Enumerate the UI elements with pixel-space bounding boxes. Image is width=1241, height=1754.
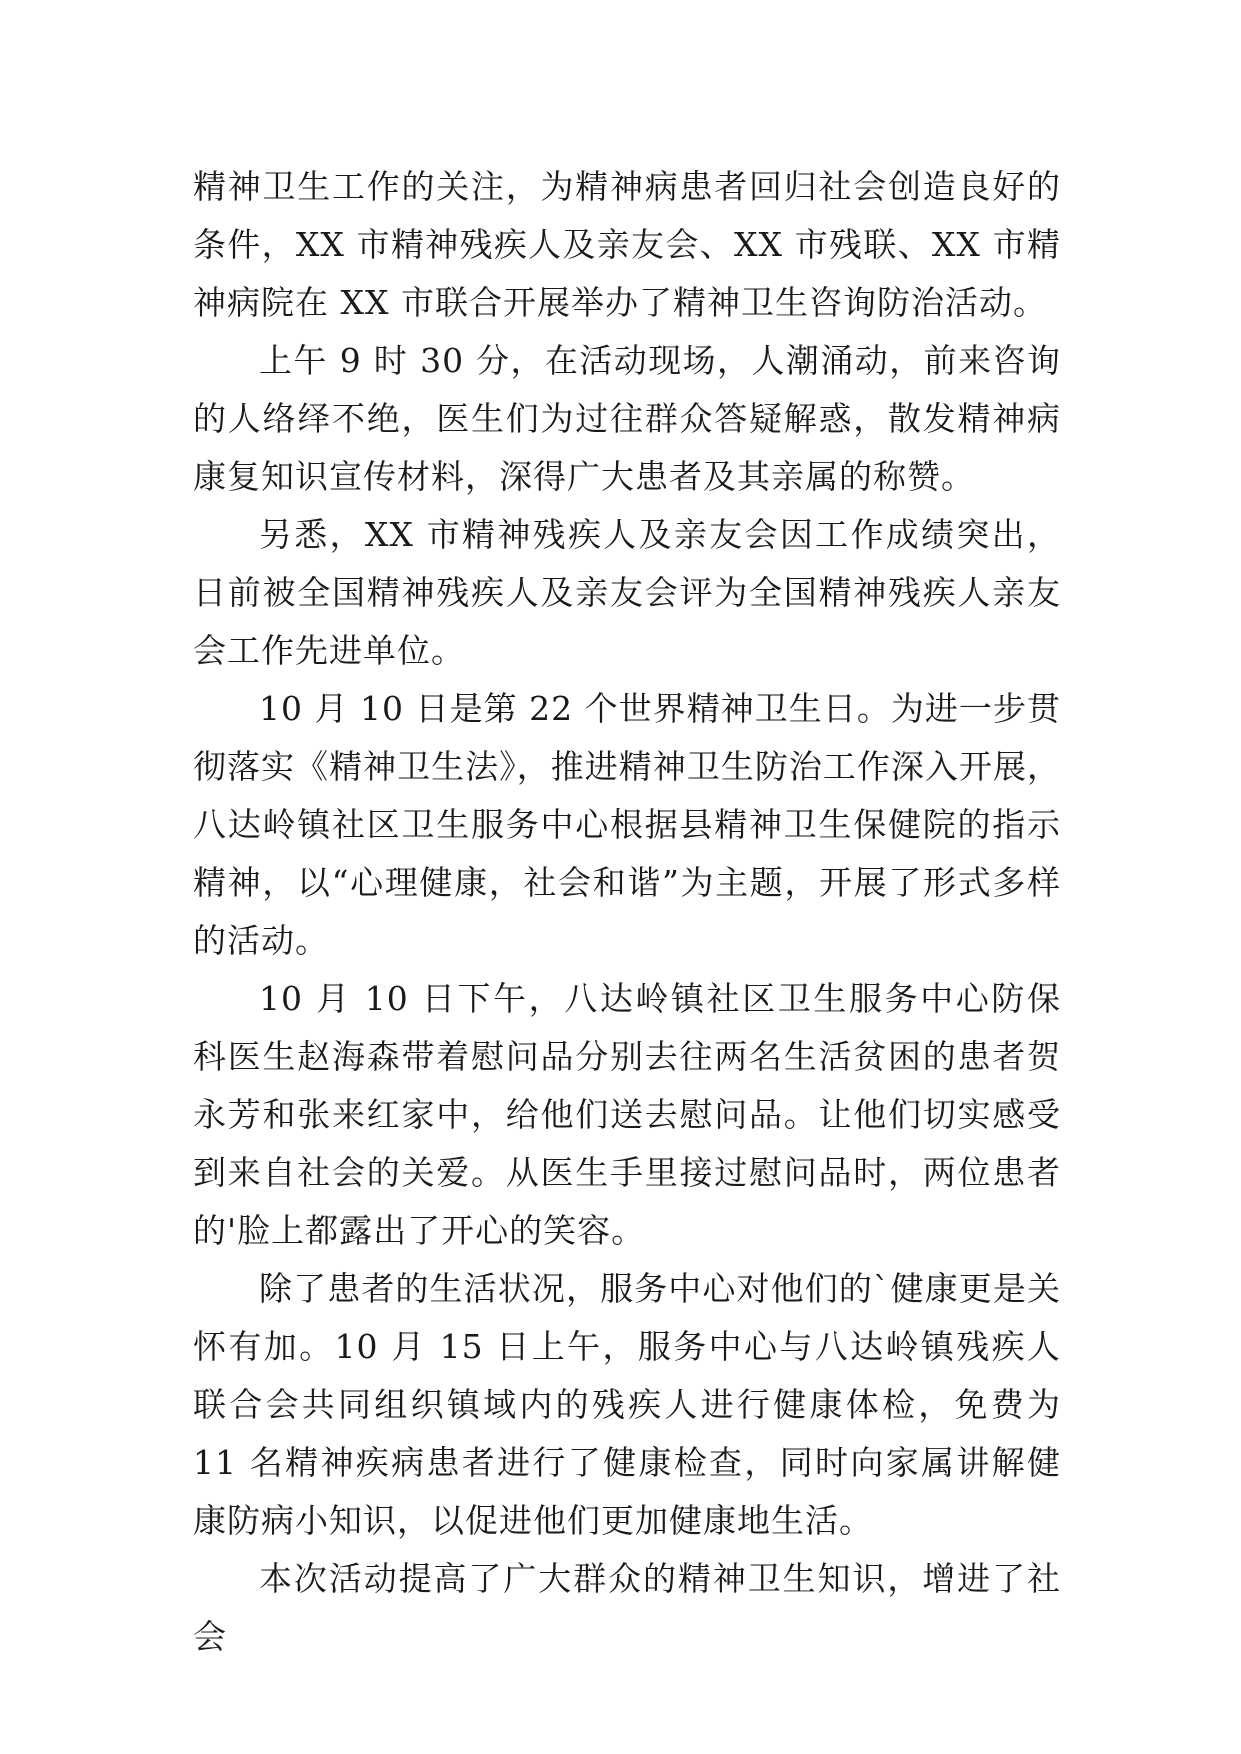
paragraph-1: 精神卫生工作的关注，为精神病患者回归社会创造良好的条件，XX 市精神残疾人及亲友会、XX 市残联、XX 市精神病院在 XX 市联合开展举办了精神卫生咨询防治活动。 (193, 167, 1061, 322)
paragraph-7: 本次活动提高了广大群众的精神卫生知识，增进了社会 (193, 1559, 1061, 1656)
paragraph-6: 除了患者的生活状况，服务中心对他们的`健康更是关怀有加。10 月 15 日上午，服务中心与八达岭镇残疾人联合会共同组织镇域内的残疾人进行健康体检，免费为 11 名精神疾病患者进行了健康检查，同时向家属讲解健康防病小知识，以促进他们更加健康地生活。 (193, 1269, 1061, 1540)
paragraph-2: 上午 9 时 30 分，在活动现场，人潮涌动，前来咨询的人络绎不绝，医生们为过往群众答疑解惑，散发精神病康复知识宣传材料，深得广大患者及其亲属的称赞。 (193, 341, 1061, 496)
paragraph-4: 10 月 10 日是第 22 个世界精神卫生日。为进一步贯彻落实《精神卫生法》，推进精神卫生防治工作深入开展，八达岭镇社区卫生服务中心根据县精神卫生保健院的指示精神，以“心理健康，社会和谐”为主题，开展了形式多样的活动。 (193, 689, 1061, 960)
document-body (193, 158, 1061, 1666)
paragraph-5: 10 月 10 日下午，八达岭镇社区卫生服务中心防保科医生赵海森带着慰问品分别去往两名生活贫困的患者贺永芳和张来红家中，给他们送去慰问品。让他们切实感受到来自社会的关爱。从医生手里接过慰问品时，两位患者的'脸上都露出了开心的笑容。 (193, 979, 1061, 1250)
paragraph-3: 另悉，XX 市精神残疾人及亲友会因工作成绩突出，日前被全国精神残疾人及亲友会评为全国精神残疾人亲友会工作先进单位。 (193, 515, 1061, 670)
